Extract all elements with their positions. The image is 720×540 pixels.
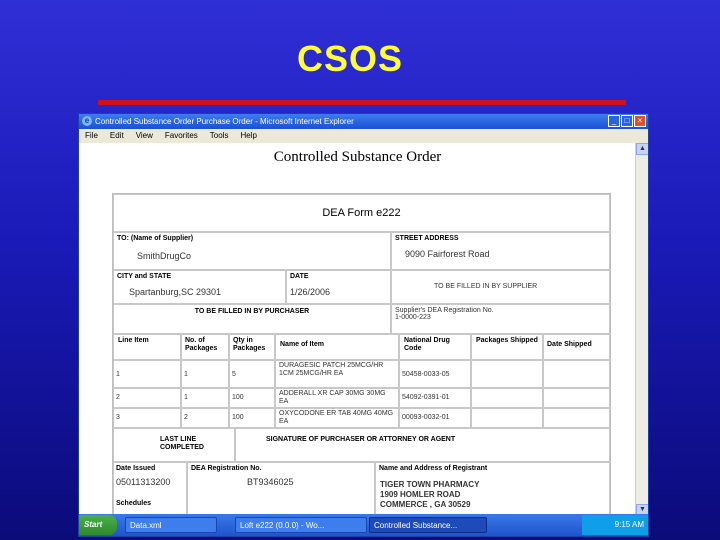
scroll-down-icon[interactable]: ▼ (636, 504, 649, 516)
purchaser-fill-label: TO BE FILLED IN BY PURCHASER (194, 308, 310, 315)
last-line-completed-label: LAST LINE COMPLETED (113, 428, 235, 462)
window-titlebar[interactable] (79, 114, 648, 129)
start-button[interactable]: Start (79, 515, 117, 535)
dea-registration-value: BT9346025 (247, 477, 294, 487)
row-3-ndc: 00093-0032-01 (399, 408, 471, 428)
row-3-qty: 100 (229, 408, 275, 428)
column-header-qty: Qty in Packages (229, 334, 275, 360)
row-2-line: 2 (113, 388, 181, 408)
column-header-date-shipped: Date Shipped (543, 334, 610, 360)
form-heading: DEA Form e222 (322, 207, 401, 219)
street-address-value: 9090 Fairforest Road (405, 249, 490, 259)
supplier-registration-label: Supplier's DEA Registration No. (395, 307, 494, 314)
title-divider (98, 100, 626, 105)
row-2-qty: 100 (229, 388, 275, 408)
street-address-cell (391, 232, 610, 270)
dea-registration-label: DEA Registration No. (191, 465, 262, 472)
document-title: Controlled Substance Order (273, 149, 442, 165)
date-issued-label: Date Issued (116, 465, 156, 472)
menu-tools[interactable]: Tools (209, 131, 229, 140)
column-header-line-item: Line Item (113, 334, 181, 360)
menu-edit[interactable]: Edit (109, 131, 124, 140)
supplier-name-cell (113, 232, 391, 270)
menu-favorites[interactable]: Favorites (164, 131, 198, 140)
date-value: 1/26/2006 (290, 287, 331, 297)
date-issued-value: 05011313200 (116, 477, 171, 487)
taskbar-item-data[interactable]: Data.xml (125, 517, 217, 533)
window-title: Controlled Substance Order Purchase Order - Microsoft Internet Explorer (95, 117, 354, 126)
registrant-label: Name and Address of Registrant (379, 465, 488, 472)
row-1-packages: 1 (181, 360, 229, 388)
city-state-label: CITY and STATE (117, 273, 172, 280)
scroll-up-icon[interactable]: ▲ (636, 143, 649, 155)
date-label: DATE (290, 273, 309, 280)
registrant-cell (375, 462, 610, 516)
row-3-line: 3 (113, 408, 181, 428)
row-1-qty: 5 (229, 360, 275, 388)
row-1-date-shipped (543, 360, 610, 388)
registrant-name: TIGER TOWN PHARMACY (380, 480, 480, 489)
maximize-icon[interactable]: □ (621, 115, 633, 127)
minimize-icon[interactable]: _ (608, 115, 620, 127)
registrant-city: COMMERCE , GA 30529 (380, 500, 471, 509)
row-1-ndc: 50458-0033-05 (399, 360, 471, 388)
supplier-registration-cell (391, 304, 610, 334)
column-header-item-name: Name of Item (275, 334, 399, 360)
dea-registration-cell (187, 462, 375, 516)
date-issued-cell (113, 462, 187, 516)
column-header-ndc: National Drug Code (399, 334, 471, 360)
registrant-street: 1909 HOMLER ROAD (380, 490, 461, 499)
column-header-shipped: Packages Shipped (471, 334, 543, 360)
close-icon[interactable]: × (634, 115, 646, 127)
row-2-ndc: 54092-0391-01 (399, 388, 471, 408)
taskbar (79, 514, 648, 536)
page-content (79, 143, 636, 516)
internet-explorer-icon: e (82, 116, 92, 126)
vertical-scrollbar[interactable] (635, 143, 648, 516)
city-state-value: Spartanburg,SC 29301 (129, 287, 222, 297)
city-state-cell (113, 270, 286, 304)
row-2-date-shipped (543, 388, 610, 408)
street-address-label: STREET ADDRESS (395, 235, 459, 242)
row-1-item-name: DURAGESIC PATCH 25MCG/HR 1CM 25MCG/HR EA (275, 360, 399, 388)
row-3-shipped (471, 408, 543, 428)
browser-window (78, 113, 649, 537)
menu-help[interactable]: Help (240, 131, 257, 140)
menu-file[interactable]: File (85, 131, 98, 140)
row-2-packages: 1 (181, 388, 229, 408)
form-header (113, 194, 610, 232)
supplier-name-label: TO: (Name of Supplier) (117, 235, 194, 242)
taskbar-item-controlled-substance[interactable]: Controlled Substance... (369, 517, 487, 533)
slide-title: CSOS (296, 38, 404, 79)
supplier-registration-value: 1-0000-223 (395, 314, 431, 321)
row-3-date-shipped (543, 408, 610, 428)
system-tray (582, 515, 648, 535)
supplier-fill-label: TO BE FILLED IN BY SUPPLIER (434, 283, 538, 290)
supplier-name-value: SmithDrugCo (137, 251, 192, 261)
supplier-fill-cell (391, 270, 610, 304)
row-3-item-name: OXYCODONE ER TAB 40MG 40MG EA (275, 408, 399, 428)
column-header-packages: No. of Packages (181, 334, 229, 360)
menu-view[interactable]: View (135, 131, 153, 140)
clock: 9:15 AM (614, 520, 644, 529)
row-1-line: 1 (113, 360, 181, 388)
menu-bar (79, 129, 648, 143)
row-3-packages: 2 (181, 408, 229, 428)
taskbar-item-loft[interactable]: Loft e222 (0.0.0) - Wo... (235, 517, 367, 533)
schedules-label: Schedules (116, 500, 152, 507)
row-2-item-name: ADDERALL XR CAP 30MG 30MG EA (275, 388, 399, 408)
signature-label: SIGNATURE OF PURCHASER OR ATTORNEY OR AGENT (235, 428, 610, 462)
row-2-shipped (471, 388, 543, 408)
row-1-shipped (471, 360, 543, 388)
date-cell (286, 270, 391, 304)
purchaser-fill-cell (113, 304, 391, 334)
dea-form (112, 193, 611, 516)
